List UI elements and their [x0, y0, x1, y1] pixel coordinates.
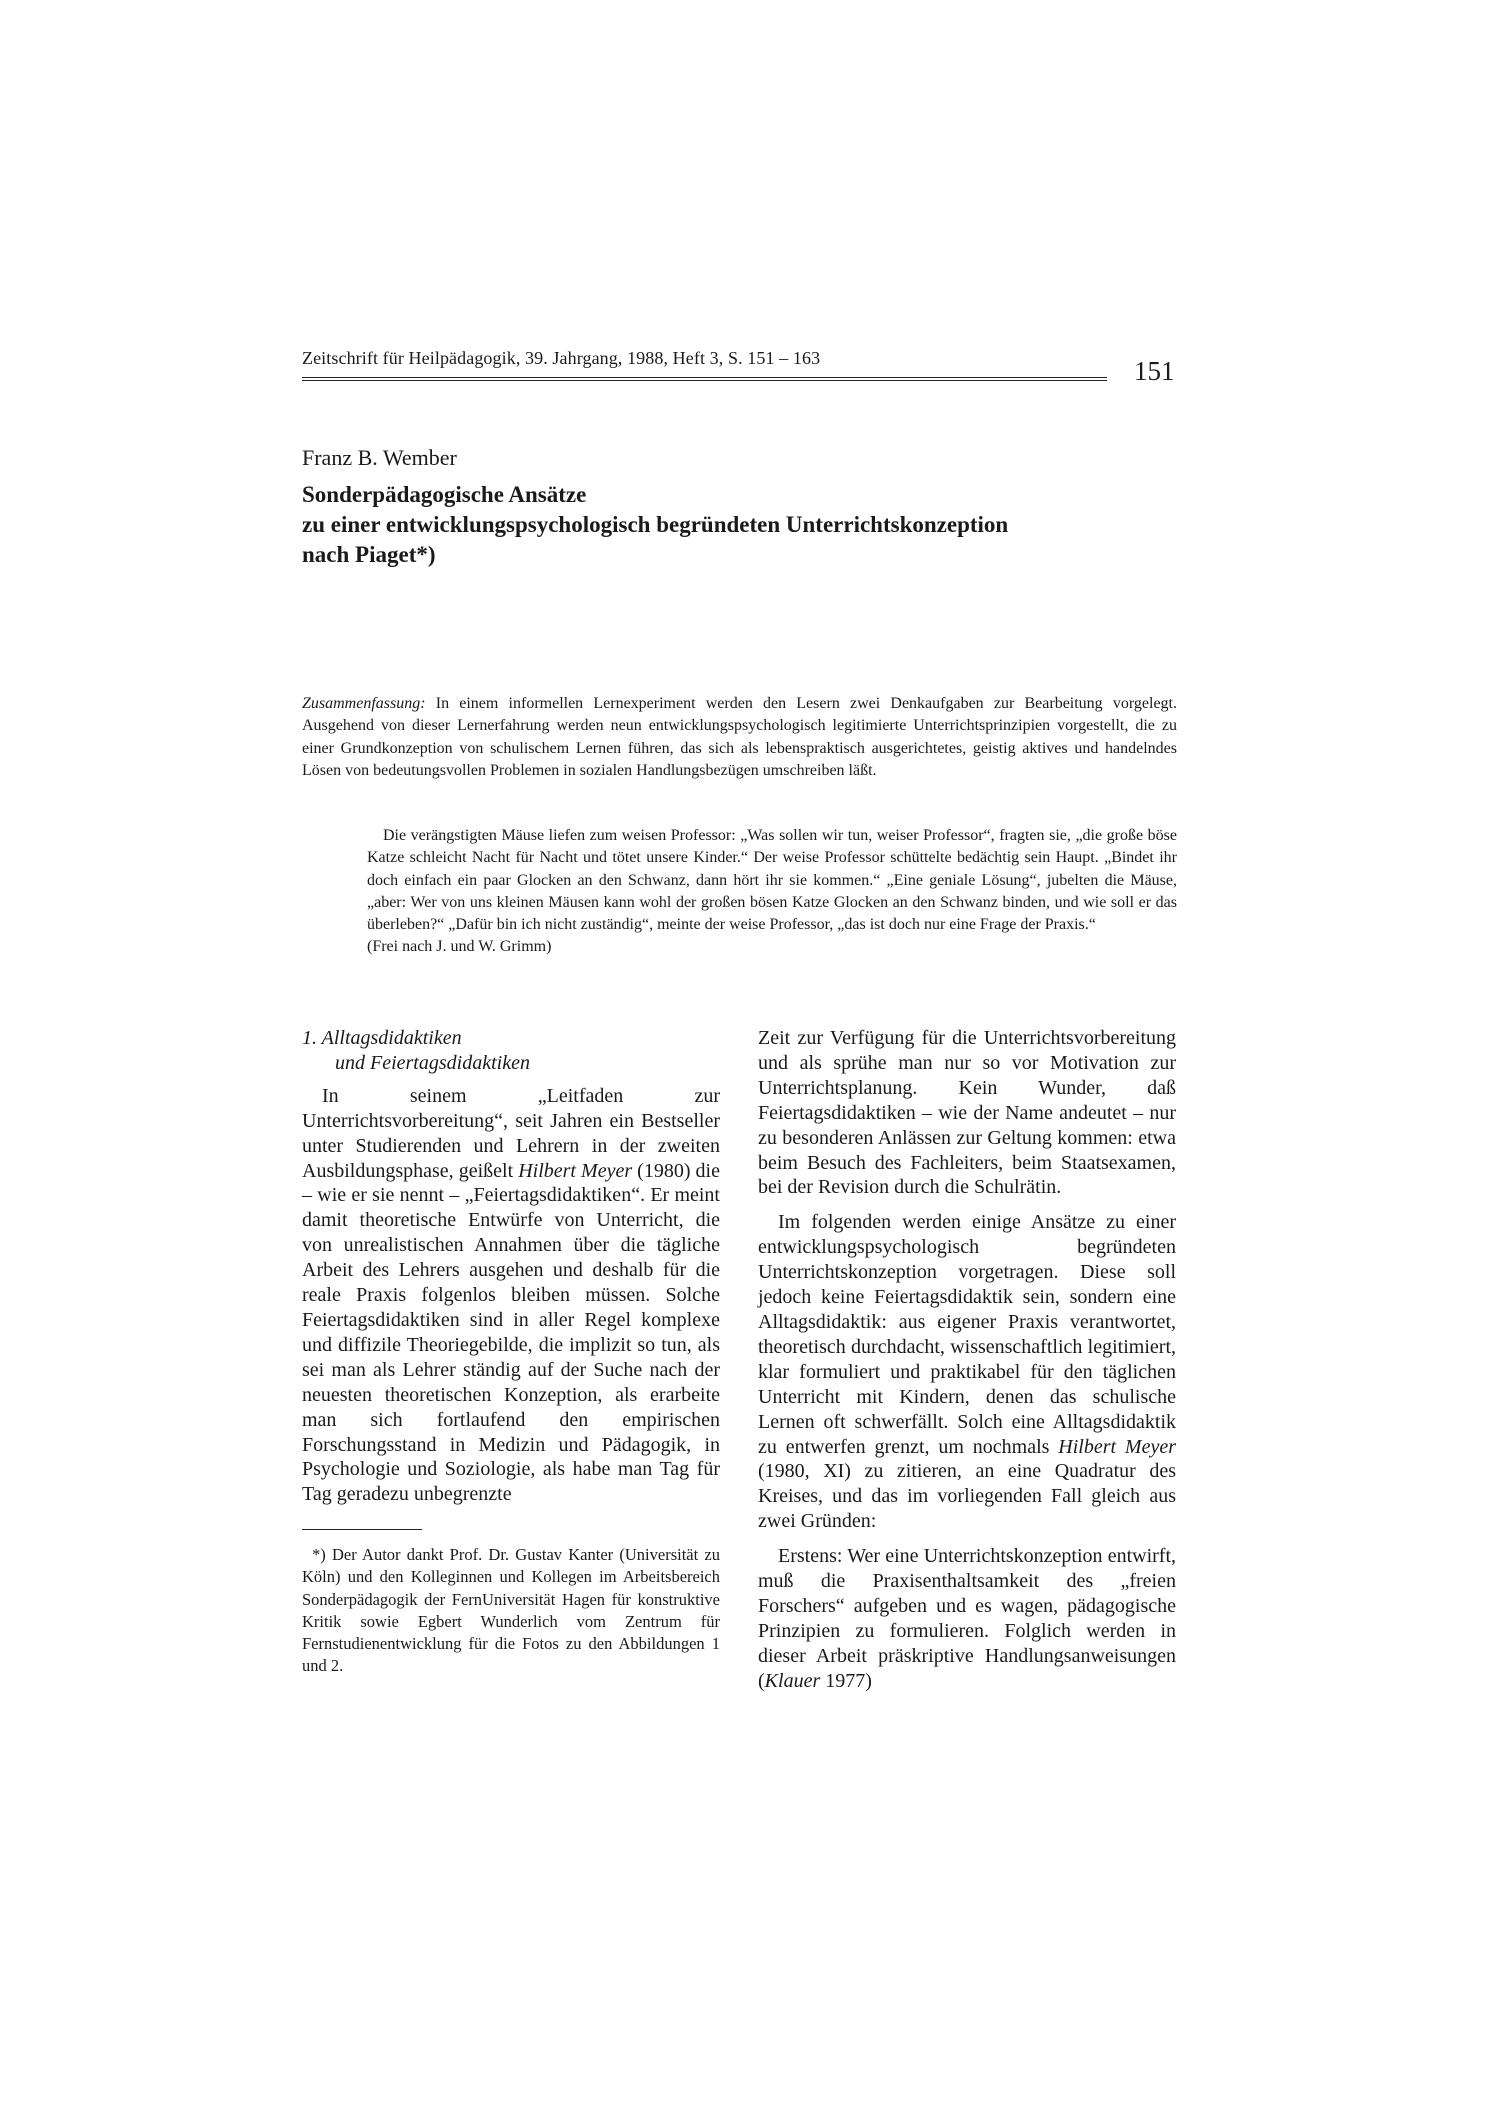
epigraph-attribution: (Frei nach J. und W. Grimm) — [367, 938, 552, 956]
section-heading-line-2: und Feiertagsdidaktiken — [335, 1051, 530, 1074]
paragraph-3 — [758, 1544, 1176, 1693]
cited-author: Hilbert Meyer — [518, 1159, 633, 1182]
title-line-2: zu einer entwicklungspsychologisch begründeten Unterrichtskonzeption — [302, 512, 1009, 537]
section-heading-line-1: 1. Alltagsdidaktiken — [302, 1027, 462, 1049]
header-double-rule — [302, 377, 1107, 381]
cited-author: Hilbert Meyer — [1058, 1435, 1176, 1458]
cited-author: Klauer — [764, 1669, 821, 1692]
footnote: *) Der Autor dankt Prof. Dr. Gustav Kanter (Universität zu Köln) und den Kolleginnen und Kollegen im Arbeitsbereich Sonderpädagogik der FernUniversität Hagen für konstruktive Kritik sowie Egbert Wunderlich vom Zentrum für Fernstudienentwicklung für die Fotos zu den Abbildungen 1 und 2. — [302, 1545, 720, 1676]
journal-citation: Zeitschrift für Heilpädagogik, 39. Jahrgang, 1988, Heft 3, S. 151 – 163 — [302, 348, 821, 368]
article-title — [302, 480, 1162, 570]
abstract-text: In einem informellen Lernexperiment werden den Lesern zwei Denkaufgaben zur Bearbeitung vorgelegt. Ausgehend von dieser Lernerfahrung werden neun entwicklungspsychologisch legitimierte Unterrichtsprinzipien vorgestellt, die zu einer Grundkonzeption von schulischem Lernen führen, das sich als lebenspraktisch ausgerichtetes, geistig aktives und handelndes Lösen von bedeutungsvollen Problemen in sozialen Handlungsbezügen umschreiben läßt. — [302, 695, 1177, 779]
abstract — [302, 693, 1177, 782]
paragraph-3-text-b: 1977) — [820, 1669, 872, 1692]
right-column — [758, 1026, 1176, 1694]
paragraph-1-text-b: (1980) die – wie er sie nennt – „Feiertagsdidaktiken“. Er meint damit theoretische Entwürfe von Unterricht, die von unrealistischen Annahmen über die tägliche Arbeit des Lehrers ausgehen und deshalb für die reale Praxis folgenlos bleiben müssen. Solche Feiertagsdidaktiken sind in aller Regel komplexe und diffizile Theoriegebilde, die implizit so tun, als sei man als Lehrer ständig auf der Suche nach der neuesten theoretischen Konzeption, als erarbeite man sich fortlaufend den empirischen Forschungsstand in Medizin und Pädagogik, in Psychologie und Soziologie, als habe man Tag für Tag geradezu unbegrenzte — [302, 1159, 720, 1506]
epigraph-text: Die verängstigten Mäuse liefen zum weisen Professor: „Was sollen wir tun, weiser Professor“, fragten sie, „die große böse Katze schleicht Nacht für Nacht und tötet unsere Kinder.“ Der weise Professor schüttelte bedächtig sein Haupt. „Bindet ihr doch einfach ein paar Glocken an den Schwanz, dann hört ihr sie kommen.“ „Eine geniale Lösung“, jubelten die Mäuse, „aber: Wer von uns kleinen Mäusen kann wohl der großen bösen Katze Glocken an den Schwanz binden, und wie soll er das überleben?“ „Dafür bin ich nicht zuständig“, meinte der weise Professor, „das ist doch nur eine Frage der Praxis.“ — [367, 827, 1177, 934]
author-name: Franz B. Wember — [302, 445, 457, 470]
page-number: 151 — [1134, 356, 1175, 386]
paragraph-1 — [302, 1084, 720, 1507]
paragraph-2-text-b: (1980, XI) zu zitieren, an eine Quadratur des Kreises, und das im vorliegenden Fall gleich aus zwei Gründen: — [758, 1460, 1176, 1533]
left-column — [302, 1026, 720, 1677]
paragraph-1-text-a: In seinem „Leitfaden zur Unterrichtsvorbereitung“, seit Jahren ein Bestseller unter Studierenden und Lehrern in der zweiten Ausbildungsphase, geißelt — [302, 1084, 720, 1182]
paragraph-2 — [758, 1210, 1176, 1534]
footnote-rule — [302, 1529, 422, 1530]
paragraph-2-text-a: Im folgenden werden einige Ansätze zu einer entwicklungspsychologisch begründeten Unterrichtskonzeption vorgetragen. Diese soll jedoch keine Feiertagsdidaktik sein, sondern eine Alltagsdidaktik: aus eigener Praxis verantwortet, theoretisch durchdacht, wissenschaftlich legitimiert, klar formuliert und praktikabel für den täglichen Unterricht mit Kindern, denen das schulische Lernen oft schwerfällt. Solch eine Alltagsdidaktik zu entwerfen grenzt, um nochmals — [758, 1211, 1176, 1458]
paragraph-1-continued: Zeit zur Verfügung für die Unterrichtsvorbereitung und als sprühe man nur so vor Motivation zur Unterrichtsplanung. Kein Wunder, daß Feiertagsdidaktiken – wie der Name andeutet – nur zu besonderen Anlässen zur Geltung kommen: etwa beim Besuch des Fachleiters, beim Staatsexamen, bei der Revision durch die Schulrätin. — [758, 1027, 1176, 1199]
section-heading — [302, 1026, 720, 1076]
epigraph — [367, 825, 1177, 959]
title-line-1: Sonderpädagogische Ansätze — [302, 482, 587, 507]
paragraph-3-text-a: Erstens: Wer eine Unterrichtskonzeption entwirft, muß die Praxisenthaltsamkeit des „freien Forschers“ aufgeben und es wagen, pädagogische Prinzipien zu formulieren. Folglich werden in dieser Arbeit präskriptive Handlungsanweisungen ( — [758, 1545, 1176, 1692]
title-line-3: nach Piaget*) — [302, 542, 436, 567]
abstract-label: Zusammenfassung: — [302, 695, 426, 712]
